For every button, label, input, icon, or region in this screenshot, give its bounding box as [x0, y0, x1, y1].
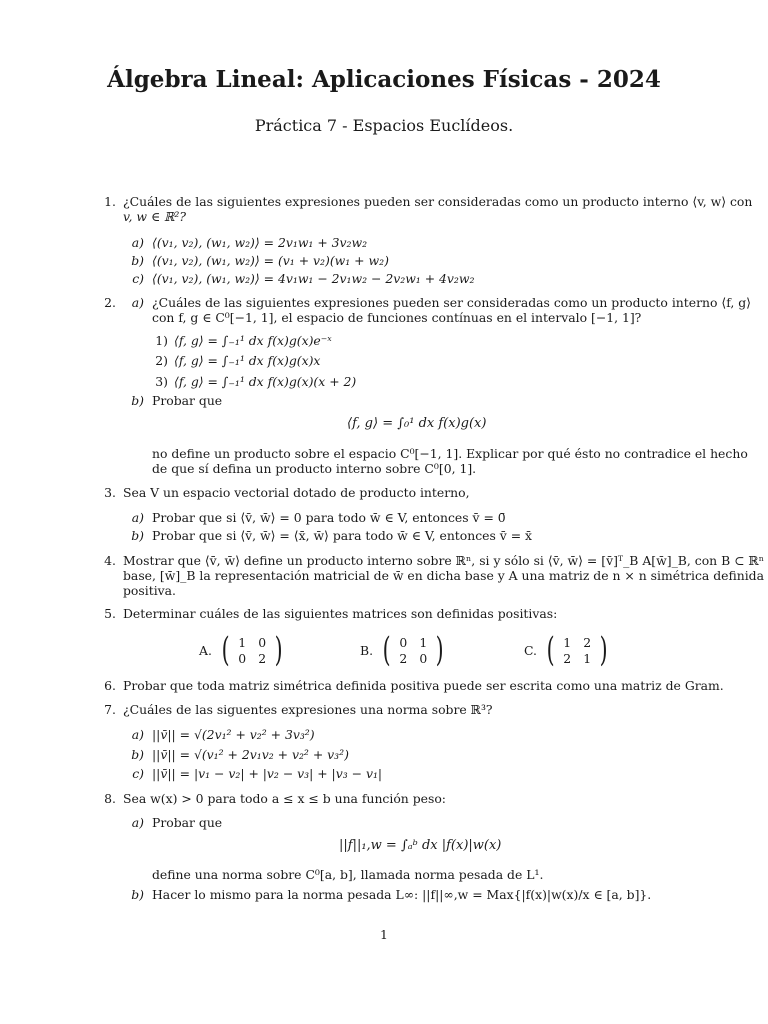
exercise-2a3-text: ⟨f, g⟩ = ∫₋₁¹ dx f(x)g(x)(x + 2): [174, 374, 357, 389]
exercise-2b-statement: no define un producto sobre el espacio C⁰[−1, 1]. Explicar por qué ésto no contradice el hecho: [152, 446, 748, 461]
matrix-cell: 2: [258, 650, 267, 666]
matrix-cell: 0: [419, 650, 428, 666]
exercise-7-number: 7.: [104, 702, 116, 717]
left-paren: (: [382, 630, 391, 670]
matrix-cell: 1: [583, 650, 592, 666]
right-paren: ): [435, 630, 444, 670]
matrix-cell: 2: [583, 634, 592, 650]
matrix-c: [524, 630, 611, 670]
matrix-cell: 1: [563, 634, 572, 650]
exercise-3-number: 3.: [104, 485, 116, 500]
exercise-2b-display-equation: ⟨f, g⟩ = ∫₀¹ dx f(x)g(x): [347, 416, 487, 431]
exercise-8b-text: Hacer lo mismo para la norma pesada L∞: ||f||∞,w = Max{|f(x)|w(x)/x ∈ [a, b]}.: [152, 887, 652, 902]
exercise-2-number: 2.: [104, 295, 116, 310]
exercise-4-statement: Mostrar que ⟨v̄, w̄⟩ define un producto interno sobre ℝⁿ, si y sólo si ⟨v̄, w̄⟩ = [v̄]ᵀ_B A[w̄]_B, con B ⊂ ℝⁿ: [123, 553, 765, 568]
exercise-1b-text: ⟨(v₁, v₂), (w₁, w₂)⟩ = (v₁ + v₂)(w₁ + w₂): [152, 253, 389, 268]
right-paren: ): [599, 630, 608, 670]
matrix-cell: 2: [563, 650, 572, 666]
exercise-5-statement: Determinar cuáles de las siguientes matrices son definidas positivas:: [123, 606, 558, 621]
exercise-8a-label: a): [131, 815, 144, 830]
matrix-cell: 0: [238, 650, 247, 666]
matrix-b-cells: [393, 635, 433, 666]
matrix-b: [360, 630, 447, 670]
matrix-c-label: C.: [524, 642, 537, 658]
exercise-8b-label: b): [131, 887, 144, 902]
matrix-a-cells: [232, 635, 272, 666]
page-number: 1: [380, 927, 388, 942]
exercise-8-number: 8.: [104, 791, 116, 806]
exercise-1a-label: a): [131, 235, 144, 250]
exercise-4-number: 4.: [104, 553, 116, 568]
exercise-2a2-text: ⟨f, g⟩ = ∫₋₁¹ dx f(x)g(x)x: [174, 353, 321, 368]
exercise-3b-text: Probar que si ⟨v̄, w̄⟩ = ⟨x̄, w̄⟩ para todo w̄ ∈ V, entonces v̄ = x̄: [152, 528, 533, 543]
matrix-c-cells: [557, 635, 597, 666]
exercise-3a-label: a): [131, 510, 144, 525]
matrix-cell: 0: [258, 634, 267, 650]
exercise-1-statement: ¿Cuáles de las siguientes expresiones pueden ser consideradas como un producto interno ⟨v, w⟩ con: [123, 194, 753, 209]
exercise-8a-statement: define una norma sobre C⁰[a, b], llamada norma pesada de L¹.: [152, 867, 544, 882]
exercise-7b-label: b): [131, 747, 144, 762]
exercise-2b-text: Probar que: [152, 393, 223, 408]
exercise-2a1-label: 1): [155, 333, 168, 348]
exercise-7a-text: ||v̄|| = √(2v₁² + v₂² + 3v₃²): [152, 727, 315, 742]
exercise-7c-text: ||v̄|| = |v₁ − v₂| + |v₂ − v₃| + |v₃ − v₁|: [152, 766, 383, 781]
matrix-cell: 2: [399, 650, 408, 666]
exercise-5-number: 5.: [104, 606, 116, 621]
exercise-1c-label: c): [132, 271, 144, 286]
exercise-3a-text: Probar que si ⟨v̄, w̄⟩ = 0 para todo w̄ ∈ V, entonces v̄ = 0̄: [152, 510, 506, 525]
exercise-2a3-label: 3): [155, 374, 168, 389]
exercise-7c-label: c): [132, 766, 144, 781]
exercise-1b-label: b): [131, 253, 144, 268]
exercise-6-number: 6.: [104, 678, 116, 693]
exercise-1-number: 1.: [104, 194, 116, 209]
document-subtitle: Práctica 7 - Espacios Euclídeos.: [254, 116, 514, 135]
exercise-1-statement-cont: v, w ∈ ℝ²?: [123, 209, 186, 224]
exercise-2a2-label: 2): [155, 353, 168, 368]
right-paren: ): [274, 630, 283, 670]
left-paren: (: [546, 630, 555, 670]
exercise-4-statement-end: positiva.: [123, 583, 176, 598]
exercise-2b-statement-cont: de que sí defina un producto interno sobre C⁰[0, 1].: [152, 461, 477, 476]
left-paren: (: [221, 630, 230, 670]
exercise-2a-label: a): [131, 295, 144, 310]
exercise-2b-label: b): [131, 393, 144, 408]
matrix-cell: 1: [419, 634, 428, 650]
exercise-8-statement: Sea w(x) > 0 para todo a ≤ x ≤ b una función peso:: [123, 791, 446, 806]
exercise-7-statement: ¿Cuáles de las siguentes expresiones una norma sobre ℝ³?: [123, 702, 493, 717]
document-title: Álgebra Lineal: Aplicaciones Físicas - 2024: [107, 66, 661, 93]
exercise-6-statement: Probar que toda matriz simétrica definida positiva puede ser escrita como una matriz de Gram.: [123, 678, 724, 693]
matrix-b-label: B.: [360, 642, 374, 658]
exercise-4-statement-cont: base, [w̄]_B la representación matricial de w̄ en dicha base y A una matriz de n × n simétrica definida: [123, 568, 764, 583]
exercise-3b-label: b): [131, 528, 144, 543]
matrix-cell: 0: [399, 634, 408, 650]
exercise-8a-text: Probar que: [152, 815, 223, 830]
exercise-1c-text: ⟨(v₁, v₂), (w₁, w₂)⟩ = 4v₁w₁ − 2v₁w₂ − 2v₂w₁ + 4v₂w₂: [152, 271, 475, 286]
matrix-cell: 1: [238, 634, 247, 650]
exercise-1a-text: ⟨(v₁, v₂), (w₁, w₂)⟩ = 2v₁w₁ + 3v₂w₂: [152, 235, 368, 250]
exercise-2a-statement: ¿Cuáles de las siguientes expresiones pueden ser consideradas como un producto interno ⟨f, g⟩: [152, 295, 751, 310]
matrix-a: [199, 630, 285, 670]
exercise-7a-label: a): [131, 727, 144, 742]
matrix-a-label: A.: [199, 642, 212, 658]
exercise-3-statement: Sea V un espacio vectorial dotado de producto interno,: [123, 485, 470, 500]
exercise-2a-statement-cont: con f, g ∈ C⁰[−1, 1], el espacio de funciones contínuas en el intervalo [−1, 1]?: [152, 310, 642, 325]
exercise-2a1-text: ⟨f, g⟩ = ∫₋₁¹ dx f(x)g(x)e⁻ˣ: [174, 333, 332, 348]
exercise-7b-text: ||v̄|| = √(v₁² + 2v₁v₂ + v₂² + v₃²): [152, 747, 349, 762]
exercise-8a-display-equation: ||f||₁,w = ∫ₐᵇ dx |f(x)|w(x): [339, 838, 502, 853]
